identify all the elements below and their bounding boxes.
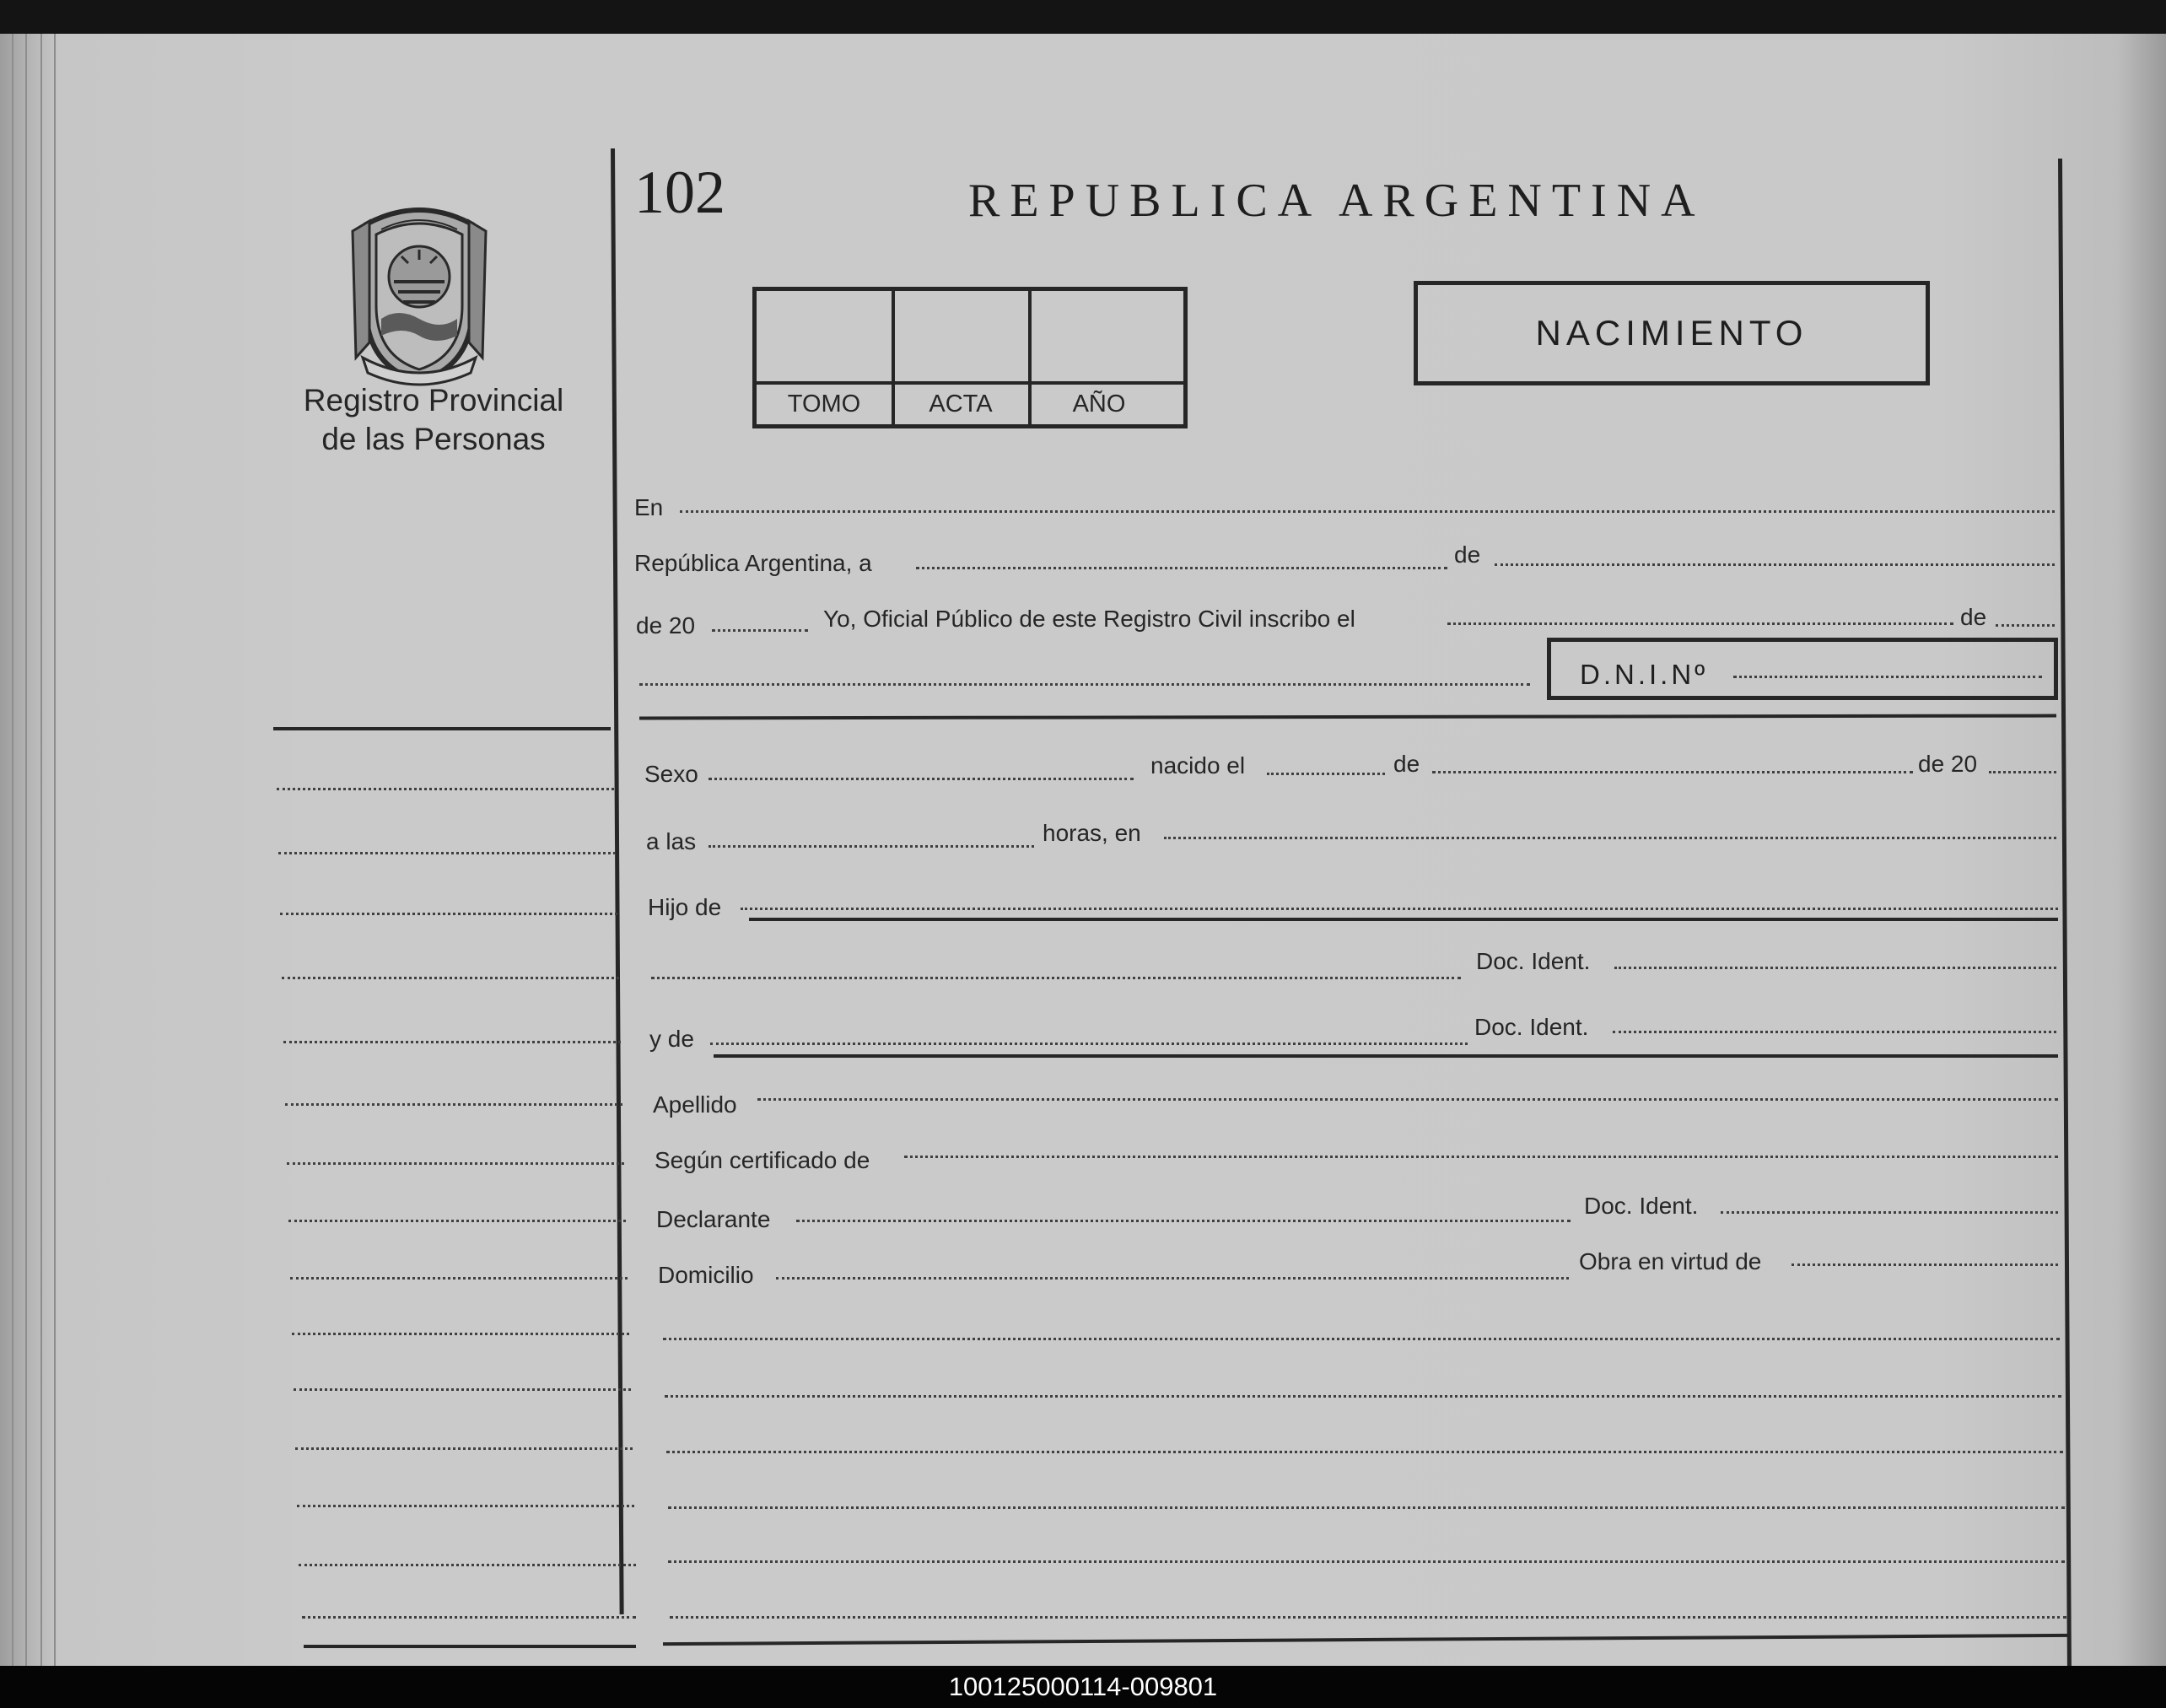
- apellido-label: Apellido: [653, 1091, 737, 1118]
- dni-box: [1547, 638, 2058, 700]
- de-label: de: [1960, 604, 1987, 630]
- en-field-line: [680, 510, 2055, 513]
- y-de-label: y de: [649, 1026, 694, 1052]
- registry-name: [287, 381, 580, 459]
- notes-line: [670, 1616, 2066, 1619]
- mother-field-line: [710, 1043, 1468, 1045]
- margin-rule: [273, 727, 611, 730]
- birth-year-line: [1989, 771, 2056, 773]
- inscription-date-line: [1447, 622, 1953, 625]
- page-edge: [12, 34, 13, 1666]
- doc-ident-label: Doc. Ident.: [1476, 948, 1591, 974]
- margin-note-line: [282, 977, 619, 979]
- page-edge: [25, 34, 27, 1666]
- en-label: En: [634, 494, 664, 520]
- margin-bottom-rule: [304, 1645, 636, 1648]
- hour-field-line: [709, 845, 1034, 848]
- dni-label: D.N.I.Nº: [1580, 659, 1709, 690]
- birth-day-line: [1267, 773, 1385, 775]
- registry-name-line-1: Registro Provincial: [303, 383, 564, 418]
- yo-oficial-label: Yo, Oficial Público de este Registro Civil inscribo el: [823, 606, 1355, 632]
- folio-number: 102: [634, 159, 725, 226]
- domicilio-label: Domicilio: [658, 1262, 754, 1288]
- margin-note-line: [295, 1447, 633, 1450]
- page-edge: [40, 34, 42, 1666]
- nacido-el-label: nacido el: [1150, 752, 1246, 779]
- de-label: de: [1393, 751, 1420, 777]
- certificate-field-line: [904, 1156, 2058, 1158]
- hijo-de-label: Hijo de: [648, 894, 722, 920]
- obra-field-line: [1792, 1263, 2058, 1266]
- margin-note-line: [285, 1103, 622, 1106]
- de-label: de: [1454, 541, 1481, 568]
- page-edge: [54, 34, 56, 1666]
- margin-note-line: [288, 1220, 626, 1222]
- declarante-field-line: [796, 1220, 1571, 1222]
- margin-note-line: [278, 852, 616, 854]
- segun-certificado-label: Según certificado de: [655, 1147, 870, 1173]
- country-title: REPUBLICA ARGENTINA: [968, 175, 1705, 227]
- notes-line: [663, 1338, 2060, 1340]
- tomo-header: TOMO: [787, 391, 861, 418]
- doc-ident-label: Doc. Ident.: [1474, 1014, 1589, 1040]
- margin-note-line: [299, 1564, 636, 1566]
- declarante-label: Declarante: [656, 1206, 771, 1232]
- parent-rule: [714, 1054, 2058, 1058]
- birth-month-line: [1432, 771, 1913, 773]
- record-type-box: [1414, 281, 1930, 385]
- margin-note-line: [277, 788, 614, 790]
- declarante-doc-line: [1721, 1211, 2058, 1214]
- father-doc-line: [1614, 967, 2056, 969]
- birthplace-field-line: [1164, 837, 2056, 839]
- ano-header: AÑO: [1072, 391, 1126, 418]
- register-page: [0, 34, 2166, 1666]
- registry-name-line-2: de las Personas: [321, 422, 546, 456]
- margin-note-line: [290, 1277, 628, 1280]
- sexo-field-line: [709, 778, 1134, 780]
- day-field-line: [916, 567, 1447, 569]
- acta-header: ACTA: [929, 391, 993, 418]
- a-las-label: a las: [646, 828, 697, 854]
- margin-note-line: [292, 1333, 629, 1335]
- margin-note-line: [280, 913, 617, 915]
- father-field-line: [741, 908, 2058, 910]
- margin-note-line: [283, 1041, 621, 1043]
- father-continuation-line: [651, 977, 1461, 979]
- obra-en-virtud-label: Obra en virtud de: [1579, 1248, 1762, 1274]
- margin-note-line: [287, 1162, 624, 1165]
- doc-ident-label: Doc. Ident.: [1584, 1193, 1699, 1219]
- month-field-line: [1495, 563, 2055, 566]
- margin-note-line: [297, 1505, 634, 1507]
- dni-field-line: [1733, 676, 2042, 678]
- year-field-line: [712, 629, 808, 632]
- notes-line: [668, 1560, 2065, 1563]
- apellido-field-line: [757, 1098, 2058, 1101]
- de-20-label: de 20: [636, 612, 696, 638]
- notes-line: [666, 1451, 2063, 1453]
- margin-note-line: [302, 1616, 636, 1619]
- reference-table-divider: [757, 381, 1183, 385]
- republica-label: República Argentina, a: [634, 550, 872, 576]
- notes-line: [665, 1395, 2061, 1398]
- parent-rule: [749, 918, 2058, 921]
- inscription-continuation-line: [639, 683, 1530, 686]
- mother-doc-line: [1613, 1031, 2056, 1033]
- reference-table: [752, 287, 1188, 428]
- horas-en-label: horas, en: [1043, 820, 1141, 846]
- domicilio-field-line: [776, 1277, 1569, 1280]
- de-20-label: de 20: [1918, 751, 1978, 777]
- inscription-month-line: [1996, 624, 2055, 627]
- notes-line: [668, 1506, 2065, 1509]
- margin-note-line: [294, 1388, 631, 1391]
- record-type-label: NACIMIENTO: [1535, 313, 1808, 353]
- image-code-footer: 100125000114-009801: [0, 1666, 2166, 1708]
- sexo-label: Sexo: [644, 761, 698, 787]
- misiones-seal-logo: [348, 201, 491, 388]
